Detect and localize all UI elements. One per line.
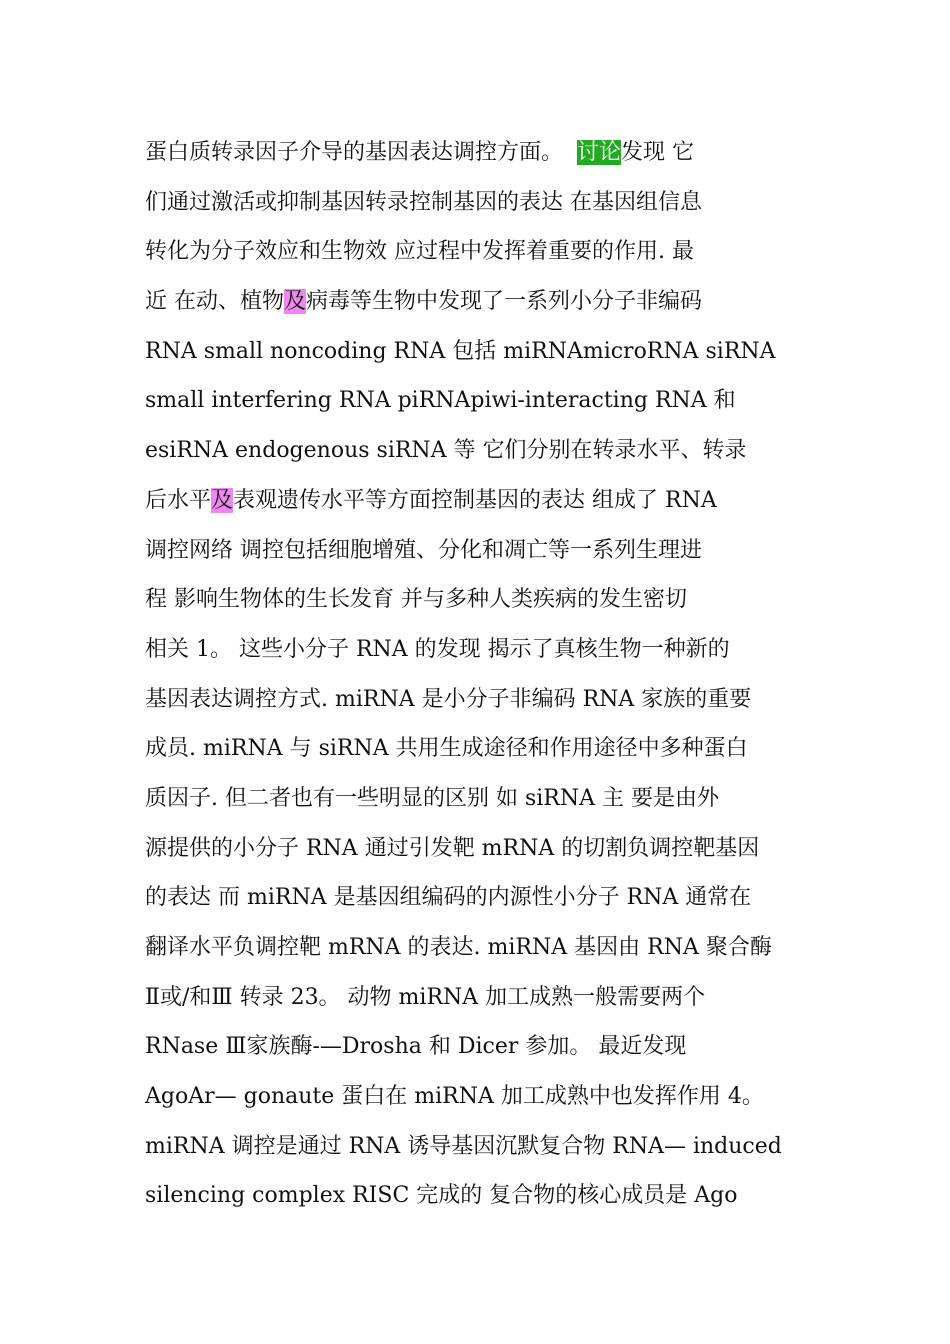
text-line	[145, 575, 825, 625]
text-segment: Ⅱ或/和Ⅲ 转录 23。 动物 miRNA 加工成熟一般需要两个	[145, 984, 706, 1010]
text-segment: 成员. miRNA 与 siRNA 共用生成途径和作用途径中多种蛋白	[145, 736, 748, 762]
text-segment: 程 影响生物体的生长发育 并与多种人类疾病的发生密切	[145, 587, 687, 613]
text-segment: 近 在动、植物	[145, 289, 284, 315]
text-line	[145, 824, 825, 874]
text-line	[145, 973, 825, 1023]
text-segment: esiRNA endogenous siRNA 等 它们分别在转录水平、转录	[145, 438, 747, 464]
text-segment: 表观遗传水平等方面控制基因的表达 组成了 RNA	[233, 487, 717, 513]
text-segment: 发现 它	[621, 140, 695, 165]
text-segment: RNase Ⅲ家族酶-—Drosha 和 Dicer 参加。 最近发现	[145, 1034, 687, 1060]
highlighted-term: 及	[284, 289, 307, 315]
text-line	[145, 1122, 825, 1172]
text-line	[145, 128, 825, 178]
text-segment: 调控网络 调控包括细胞增殖、分化和凋亡等一系列生理进	[145, 537, 702, 563]
text-line	[145, 1022, 825, 1072]
text-segment: 源提供的小分子 RNA 通过引发靶 mRNA 的切割负调控靶基因	[145, 835, 760, 861]
body-text	[145, 128, 825, 1221]
text-segment: 基因表达调控方式. miRNA 是小分子非编码 RNA 家族的重要	[145, 686, 752, 712]
text-segment: 们通过激活或抑制基因转录控制基因的表达 在基因组信息	[145, 189, 702, 215]
text-segment: 的表达 而 miRNA 是基因组编码的内源性小分子 RNA 通常在	[145, 885, 752, 911]
text-segment: AgoAr— gonaute 蛋白在 miRNA 加工成熟中也发挥作用 4。	[145, 1084, 764, 1110]
text-line	[145, 376, 825, 426]
text-line	[145, 178, 825, 228]
text-line	[145, 526, 825, 576]
text-line	[145, 1171, 825, 1221]
text-line	[145, 675, 825, 725]
text-segment: 转化为分子效应和生物效 应过程中发挥着重要的作用. 最	[145, 239, 694, 265]
text-line	[145, 625, 825, 675]
text-segment: 相关 1。 这些小分子 RNA 的发现 揭示了真核生物一种新的	[145, 636, 730, 662]
text-segment: small interfering RNA piRNApiwi-interacting RNA 和	[145, 388, 736, 414]
text-segment: 后水平	[145, 487, 212, 513]
highlighted-term: 讨论	[577, 140, 622, 165]
text-segment: miRNA 调控是通过 RNA 诱导基因沉默复合物 RNA— induced	[145, 1133, 782, 1159]
highlighted-term: 及	[211, 487, 234, 513]
text-line	[145, 873, 825, 923]
text-segment: 翻译水平负调控靶 mRNA 的表达. miRNA 基因由 RNA 聚合酶	[145, 935, 772, 960]
text-segment: 病毒等生物中发现了一系列小分子非编码	[306, 289, 703, 315]
text-line	[145, 923, 825, 973]
text-line	[145, 277, 825, 327]
text-line	[145, 1072, 825, 1122]
text-segment: 质因子. 但二者也有一些明显的区别 如 siRNA 主 要是由外	[145, 785, 719, 811]
text-line	[145, 724, 825, 774]
text-line	[145, 476, 825, 526]
text-line	[145, 227, 825, 277]
text-segment: silencing complex RISC 完成的 复合物的核心成员是 Ago	[145, 1183, 738, 1209]
text-segment: RNA small noncoding RNA 包括 miRNAmicroRNA siRNA	[145, 338, 776, 364]
text-line	[145, 327, 825, 377]
text-segment: 蛋白质转录因子介导的基因表达调控方面。	[145, 140, 577, 165]
text-line	[145, 426, 825, 476]
text-line	[145, 774, 825, 824]
